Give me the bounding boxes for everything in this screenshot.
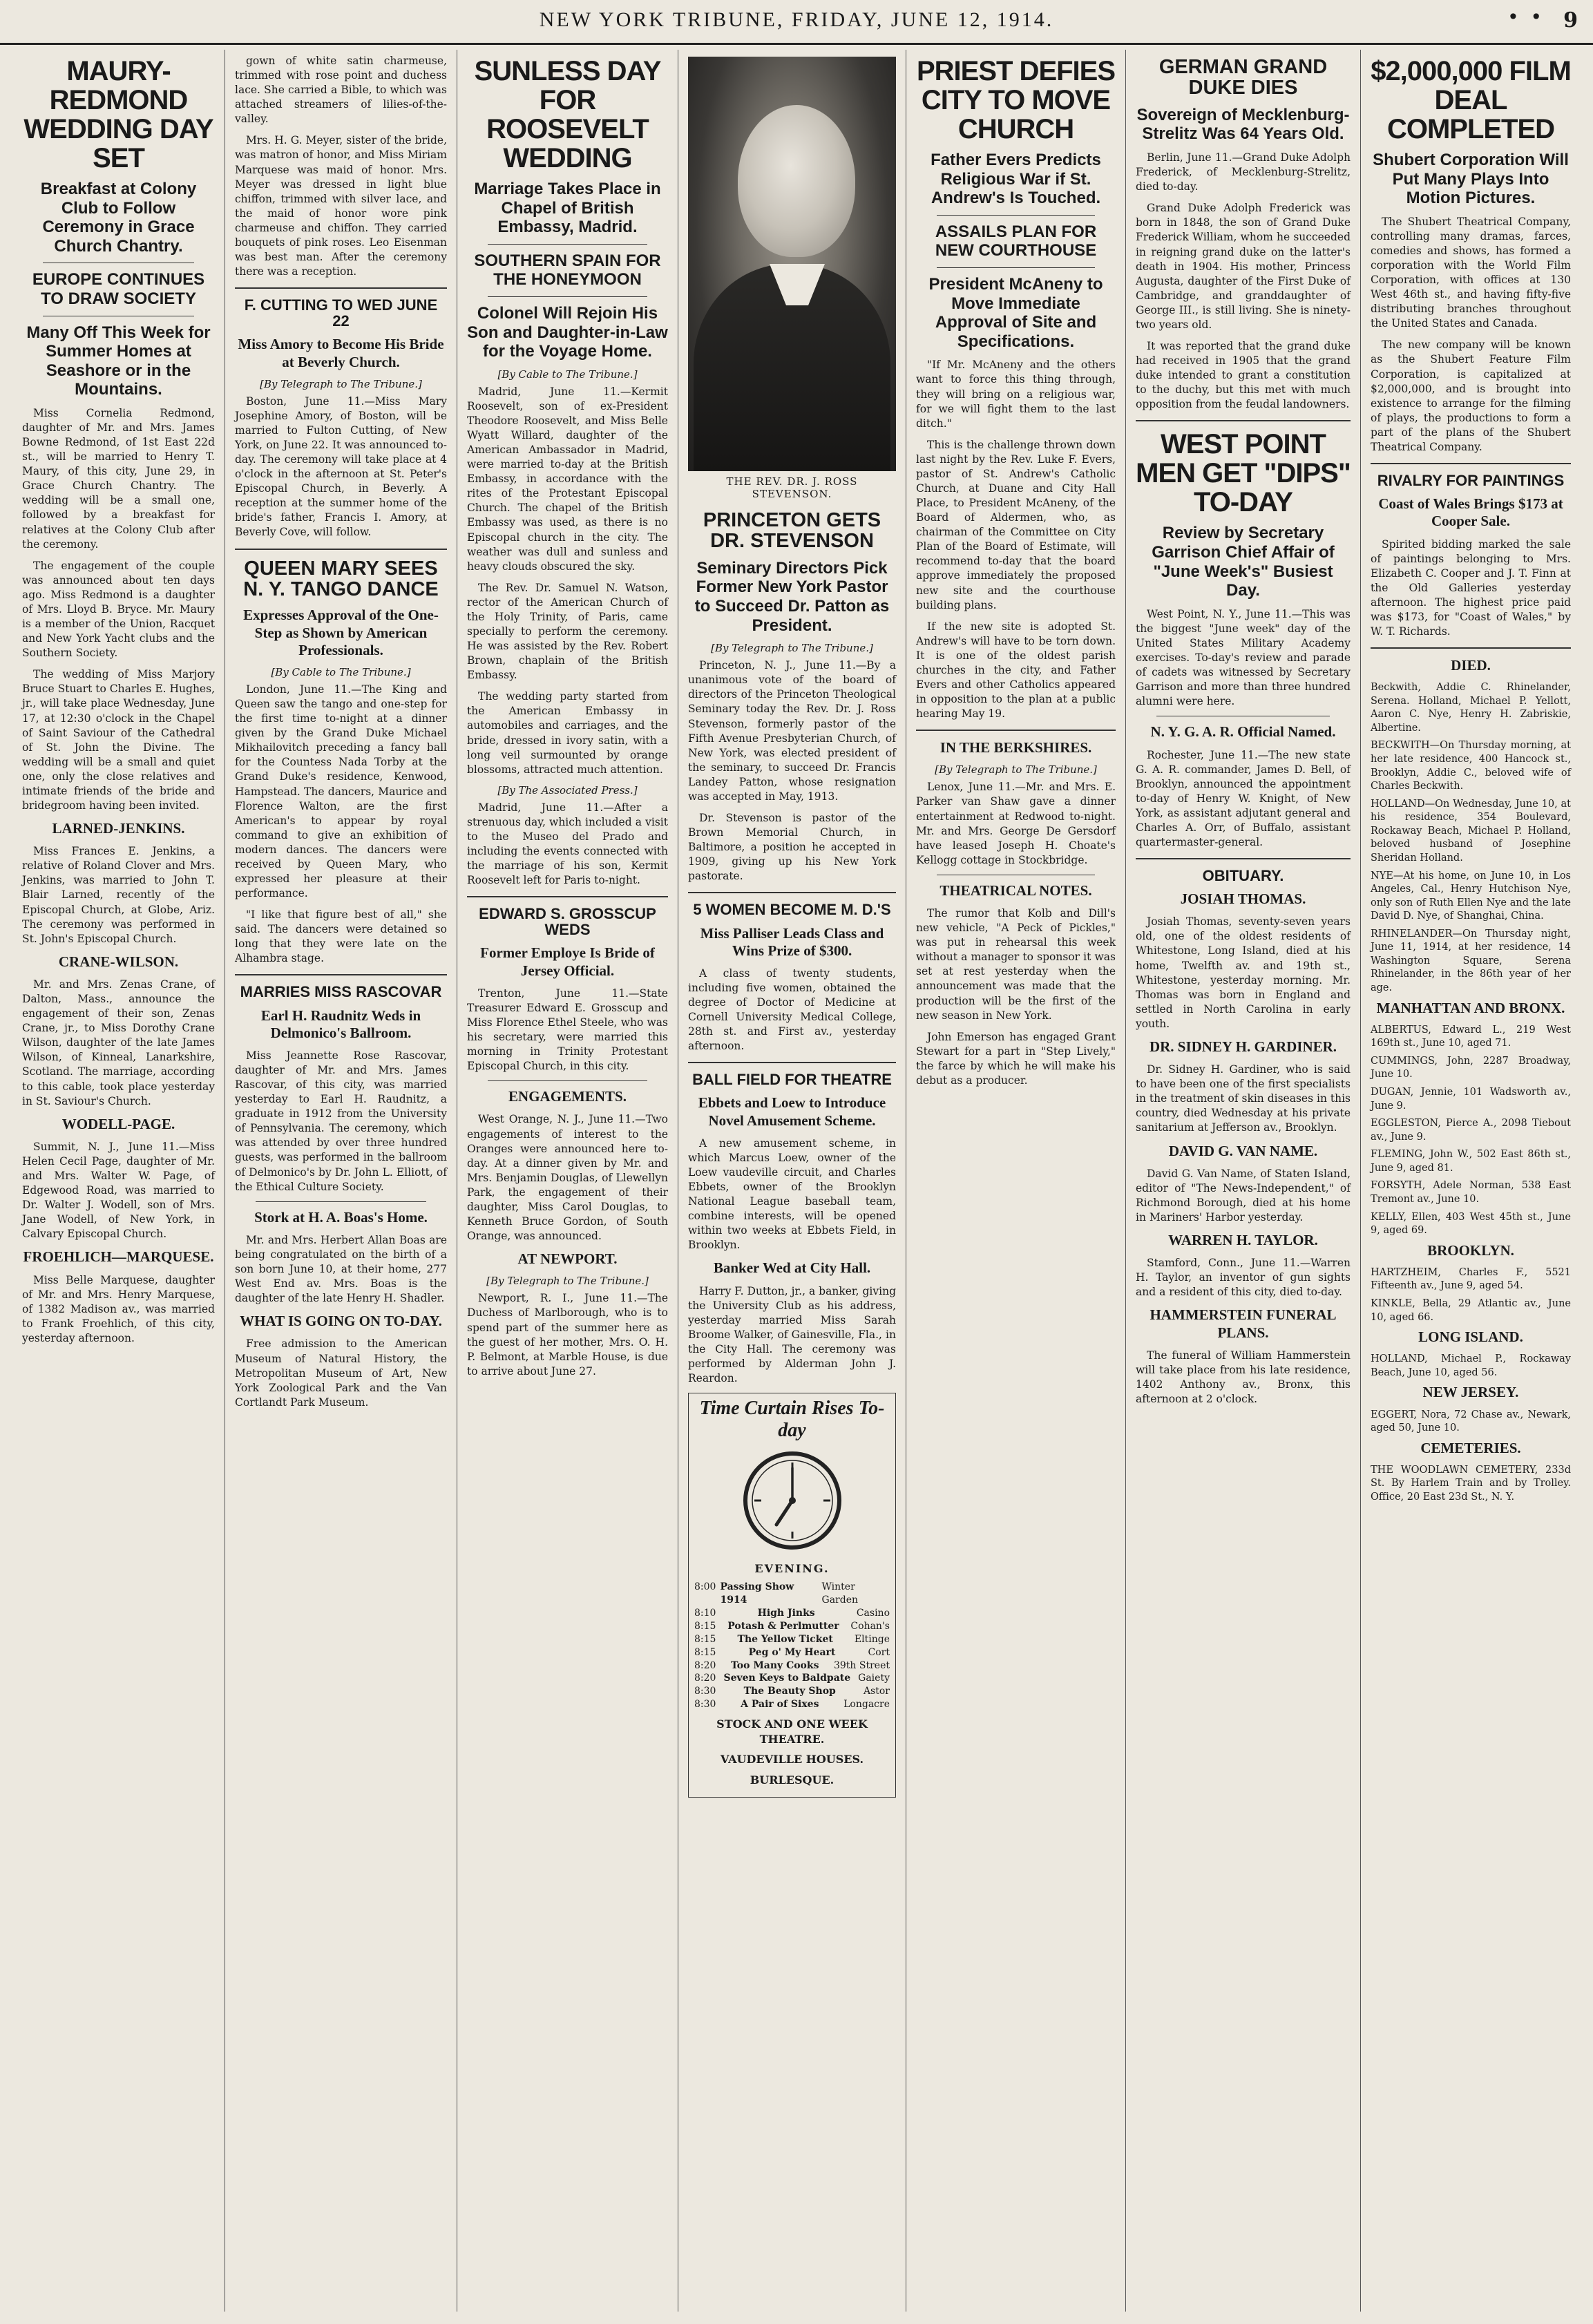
portrait-head [738,105,855,257]
death-notice: Beckwith, Addie C. Rhinelander, Serena. Holland, Michael P. Yellott, Aaron C. Nye, Henry H. Zabriskie, Albertine. [1371,682,1571,734]
headline: $2,000,000 FILM DEAL COMPLETED [1371,56,1571,144]
clock [694,1449,890,1555]
article-paragraph: Newport, R. I., June 11.—The Duchess of Marlborough, who is to spend part of the summer here as the guest of her mother, Mrs. O. H. P. Belmont, at Marble House, is due to arrive about June 27. [467,1292,668,1378]
curtain-times-box [688,1393,896,1798]
headline: Stork at H. A. Boas's Home. [254,1208,428,1226]
divider [937,215,1095,216]
death-notice: FLEMING, John W., 502 East 86th st., June 9, aged 81. [1371,1149,1571,1174]
headline: ENGAGEMENTS. [508,1088,627,1105]
article-paragraph: Harry F. Dutton, jr., a banker, giving the University Club as his address, yesterday married Miss Sarah Broome Walker, of Gainesville, Fla., in the City Hall. The ceremony was performed by Alderman John J. Reardon. [688,1284,896,1385]
listing-header: VAUDEVILLE HOUSES. [720,1753,864,1766]
clock-title: Time Curtain Rises To-day [699,1398,885,1442]
listing-show: High Jinks [757,1607,815,1619]
death-notice: BECKWITH—On Thursday morning, at her late residence, 400 Hancock st., Brooklyn, Addie C., beloved wife of Charles Beckwith. [1371,740,1571,792]
article-paragraph: John Emerson has engaged Grant Stewart for a part in "Step Lively," the farce by which he will make his debut as a producer. [916,1030,1116,1087]
column-7 [1361,50,1581,2312]
clock-icon [741,1449,844,1552]
article-paragraph: gown of white satin charmeuse, trimmed with rose point and duchess lace. She carried a Bible, to which was attached streamers of lilies-of-the-valley. [235,55,447,126]
headline: PRIEST DEFIES CITY TO MOVE CHURCH [916,56,1116,144]
listing-show: Potash & Perlmutter [727,1620,839,1632]
listing-time: 8:30 [694,1686,716,1697]
article-paragraph: The Rev. Dr. Samuel N. Watson, rector of the American Church of the Holy Trinity, of Paris, came specially to perform the ceremony. He was assisted by the Rev. Robert Brown, chaplain of the British Embassy. [467,581,668,682]
headline: OBITUARY. [1202,867,1284,885]
headline: THEATRICAL NOTES. [939,882,1092,899]
section-heading: CRANE-WILSON. [58,953,179,970]
article-paragraph: Madrid, June 11.—After a strenuous day, which included a visit to the Museo del Prado and including the events connected with the marriage of his son, Kermit Roosevelt left for Paris to-night. [467,801,668,887]
column-5 [906,50,1126,2312]
listing-header: BURLESQUE. [750,1773,834,1787]
listing-time: 8:20 [694,1673,716,1684]
deck: Coast of Wales Brings $173 at Cooper Sale. [1378,495,1563,530]
article-paragraph: Mrs. H. G. Meyer, sister of the bride, was matron of honor, and Miss Miriam Marquese was maid of honor. Mrs. Meyer was dressed in light blue chiffon, trimmed with silver lace, and the maid of honor wore pink charmeuse and chiffon. They carried bouquets of pink roses. Leo Eisenman was best man. After the ceremony there was a reception. [235,134,447,278]
listing-theatre: Astor [863,1686,890,1697]
death-notice: RHINELANDER—On Thursday night, June 11, 1914, at her residence, 14 Washington Square, Serena Rhinelander, in the 86th year of her age. [1371,928,1571,994]
divider [1136,420,1351,421]
listing-theatre: Cort [868,1646,890,1658]
article-paragraph: Dr. Stevenson is pastor of the Brown Memorial Church, in Baltimore, a position he accepted in 1909, giving up his New York pastorate. [688,812,896,883]
article-paragraph: The wedding party started from the American Embassy in automobiles and carriages, and the bride, dressed in ivory satin, with a long veil surmounted by orange blossoms, attracted much attention. [467,690,668,776]
article-paragraph: A class of twenty students, including five women, obtained the degree of Doctor of Medicine at Cornell University Medical College, 28th st. and First av., yesterday afternoon. [688,966,896,1053]
article-paragraph: The wedding of Miss Marjory Bruce Stuart to Charles E. Hughes, jr., will take place Wednesday, June 17, at 12:30 o'clock in the Chapel of Saint Saviour of the Cathedral of St. John the Divine. The wedding will be a small and quiet one, only the close relatives and intimate friends of the bride and bridegroom having been invited. [22,668,215,812]
divider [235,974,447,975]
headline: MARRIES MISS RASCOVAR [240,983,442,1001]
deck: Review by Secretary Garrison Chief Affair of "June Week's" Busiest Day. [1152,524,1335,600]
deck: Miss Palliser Leads Class and Wins Prize of $300. [700,924,884,959]
listing-row [694,1581,890,1607]
article-paragraph: The engagement of the couple was announced about ten days ago. Miss Redmond is a daughter of Mrs. Lloyd B. Bryce. Mr. Maury is a member of the Union, Racquet and New York Yacht clubs and the Southern Society. [22,559,215,660]
divider [256,1201,426,1202]
article-paragraph: It was reported that the grand duke had received in 1905 that the grand duke intended to grant a constitution to the duchy, but this met with much opposition from the feudal landowners. [1136,340,1351,411]
photo-caption: THE REV. DR. J. ROSS STEVENSON. [726,475,858,500]
listing-row [694,1659,890,1673]
article-paragraph: A new amusement scheme, in which Marcus Loew, owner of the Loew vaudeville circuit, and Charles Ebbets, owner of the Brooklyn National League baseball team, combine interests, will be opened within two weeks at Ebbets Field, in Brooklyn. [688,1136,896,1252]
headline: N. Y. G. A. R. Official Named. [1150,723,1336,741]
headline: PRINCETON GETS DR. STEVENSON [703,509,881,553]
death-notice: HARTZHEIM, Charles F., 5521 Fifteenth av., June 9, aged 54. [1371,1266,1571,1292]
article-paragraph: Dr. Sidney H. Gardiner, who is said to have been one of the first specialists in the treatment of skin diseases in this country, died Wednesday at his private sanitarium at Jefferson av., Brooklyn. [1136,1063,1351,1134]
masthead [0,0,1593,45]
death-notice: KINKLE, Bella, 29 Atlantic av., June 10, aged 66. [1371,1297,1571,1323]
listing-header: STOCK AND ONE WEEK THEATRE. [716,1717,868,1746]
death-notice: NYE—At his home, on June 10, in Los Angeles, Cal., Henry Hutchison Nye, only son of Ruth Ellen Nye and the late David D. Nye, of Shanghai, China. [1371,870,1571,922]
article-paragraph: Miss Frances E. Jenkins, a relative of Roland Clover and Mrs. Jenkins, was married to John T. Blair Larned, recently of the Episcopal Church, at Globe, Ariz. The ceremony was performed in St. John's Episcopal Church. [22,845,215,945]
headline: QUEEN MARY SEES N. Y. TANGO DANCE [243,557,439,600]
column-6 [1126,50,1361,2312]
obituary-name: DAVID G. VAN NAME. [1168,1142,1318,1159]
listing-theatre: Winter Garden [821,1581,859,1606]
article-paragraph: Spirited bidding marked the sale of paintings belonging to Mrs. Elizabeth C. Cooper and J. T. Finn at the Old Galleries yesterday afternoon. The highest price paid was $173, for "Coast of Wales," by W. T. Richards. [1371,537,1571,638]
headline: 5 WOMEN BECOME M. D.'S [693,901,891,919]
article-paragraph: London, June 11.—The King and Queen saw the tango and one-step for the first time to-night at a dinner given by the Grand Duke Michael Mikhailovitch preceding a fancy ball for the Countess Nada Torby at the Grand Duke's residence, Kenwood, Hampstead. The dancers, Maurice and Florence Walton, are the first American's to appear by royal command to give an exhibition of modern dances. The dancers were received by Queen Mary, who expressed her pleasure at their performance. [235,683,447,900]
headline: AT NEWPORT. [517,1250,618,1268]
death-notice: HOLLAND—On Wednesday, June 10, at his residence, 354 Boulevard, Rockaway Beach, Michael P. Holland, beloved husband of Josephine Sheridan Holland. [1371,798,1571,864]
article-paragraph: Grand Duke Adolph Frederick was born in 1848, the son of Grand Duke Frederick William, whom he succeeded in reigning grand duke on the latter's death in 1904. His mother, Princess Augusta, daughter of the First Duke of Cambridge, and granddaughter of George III., is still living. She is ninety-two years old. [1136,202,1351,331]
headline: F. CUTTING TO WED JUNE 22 [244,296,438,330]
region-heading: NEW JERSEY. [1422,1384,1519,1401]
article-paragraph: Lenox, June 11.—Mr. and Mrs. E. Parker van Shaw gave a dinner entertainment at Redwood to-night. Mr. and Mrs. George De Gersdorf have leased Joseph H. Choate's Kellogg cottage in Stockbridge. [916,781,1116,866]
headline: MAURY-REDMOND WEDDING DAY SET [23,56,213,173]
listing-show: Too Many Cooks [730,1659,819,1671]
listing-theatre: Casino [856,1607,890,1619]
headline: EDWARD S. GROSSCUP WEDS [479,905,656,939]
death-notice: DUGAN, Jennie, 101 Wadsworth av., June 9. [1371,1087,1571,1112]
listing-show: The Beauty Shop [743,1686,836,1697]
headline: BALL FIELD FOR THEATRE [692,1071,892,1089]
article-paragraph: This is the challenge thrown down last night by the Rev. Luke F. Evers, pastor of St. Andrew's Catholic Church, at Duane and City Hall Place, to President McAneny, of the Board of Aldermen, who, as chairman of the Committee on City Plan of the Board of Estimate, will recommend to-day that the board approve immediately the proposed new site and the courthouse building plans. [916,438,1116,611]
section-heading: FROEHLICH—MARQUESE. [23,1248,214,1266]
death-notice: FORSYTH, Adele Norman, 538 East Tremont av., June 10. [1371,1180,1571,1205]
cemetery-notice: THE WOODLAWN CEMETERY, 233d St. By Harlem Train and by Trolley. Office, 20 East 23d St., N. Y. [1371,1464,1571,1503]
article-paragraph: Madrid, June 11.—Kermit Roosevelt, son of ex-President Theodore Roosevelt, and Miss Belle Wyatt Willard, daughter of the American Ambassador in Madrid, were married to-day at the British Embassy, in accordance with the rites of the Protestant Episcopal Church. The chapel of the British Embassy was used, as there is no Episcopal church in the city. The weather was dull and sunless and heavy clouds obscured the sky. [467,385,668,573]
region-heading: CEMETERIES. [1420,1439,1521,1456]
article-paragraph: Princeton, N. J., June 11.—By a unanimous vote of the board of directors of the Princeton Theological Seminary today the Rev. Dr. J. Ross Stevenson, formerly pastor of the Fifth Avenue Presbyterian Church, of New York, was elected president of the seminary, to succeed Dr. Francis Landey Patton, whose resignation was accepted in May, 1913. [688,659,896,803]
divider [916,730,1116,731]
region-heading: LONG ISLAND. [1418,1328,1523,1346]
obituary-name: WARREN H. TAYLOR. [1168,1232,1318,1249]
listing-theatre: Eltinge [854,1633,890,1645]
obituary-name: JOSIAH THOMAS. [1180,890,1306,908]
divider [1136,858,1351,859]
deck: Former Employe Is Bride of Jersey Official. [480,944,655,979]
death-notice: HOLLAND, Michael P., Rockaway Beach, June 10, aged 56. [1371,1353,1571,1378]
dateline: [By Telegraph to The Tribune.] [935,763,1097,777]
listing-time: 8:00 [694,1581,716,1593]
article-paragraph: David G. Van Name, of Staten Island, editor of "The News-Independent," of Richmond Borough, died at his home in Mariners' Harbor yesterday. [1136,1167,1351,1223]
deck: Ebbets and Loew to Introduce Novel Amusement Scheme. [698,1094,886,1129]
listing-theatre: 39th Street [833,1659,890,1671]
article-paragraph: The new company will be known as the Shubert Feature Film Corporation, is capitalized at $2,000,000, and is brought into existence to arrange for the filming of plays, the productions to form a part of the plans of the Shubert Theatrical Company. [1371,339,1571,453]
obituary-name: DR. SIDNEY H. GARDINER. [1149,1038,1337,1055]
obituary-name: HAMMERSTEIN FUNERAL PLANS. [1150,1306,1337,1341]
listing-row [694,1672,890,1685]
section-heading: LARNED-JENKINS. [52,820,185,837]
headline: WEST POINT MEN GET "DIPS" TO-DAY [1136,429,1351,518]
subhead: EUROPE CONTINUES TO DRAW SOCIETY [32,270,205,308]
listing-show: A Pair of Sixes [741,1699,819,1711]
listing-row [694,1633,890,1646]
death-notice: ALBERTUS, Edward L., 219 West 169th st., June 10, aged 71. [1371,1024,1571,1049]
deck: Breakfast at Colony Club to Follow Ceremony in Grace Church Chantry. [40,180,197,256]
listing-theatre: Longacre [843,1699,890,1711]
listing-time: 8:15 [694,1633,716,1645]
deck: Earl H. Raudnitz Weds in Delmonico's Ballroom. [260,1007,421,1041]
died-heading: DIED. [1451,657,1491,674]
region-heading: BROOKLYN. [1427,1241,1514,1259]
article-paragraph: Miss Belle Marquese, daughter of Mr. and Mrs. Henry Marquese, of 1382 Madison av., was married to Frank Froehlich, of this city, yesterday afternoon. [22,1273,215,1344]
death-notice: EGGLESTON, Pierce A., 2098 Tiebout av., June 9. [1371,1118,1571,1143]
portrait-photo [688,57,896,471]
listing-show: The Yellow Ticket [737,1633,833,1645]
listing-row [694,1685,890,1698]
article-paragraph: West Point, N. Y., June 11.—This was the biggest "June week" day of the United States Military Academy exercises. To-day's review and parade of cadets was witnessed by Secretary Garrison and more than three hundred alumni were here. [1136,607,1351,708]
clock-label: EVENING. [754,1562,830,1576]
article-paragraph: Mr. and Mrs. Herbert Allan Boas are being congratulated on the birth of a son born June 10, at their home, 277 West End av. Mrs. Boas is the daughter of the late Henry H. Shadler. [235,1233,447,1305]
divider [467,896,668,897]
divider [235,549,447,550]
divider [1371,647,1571,649]
deck: Father Evers Predicts Religious War if St. Andrew's Is Touched. [931,151,1101,208]
headline: GERMAN GRAND DUKE DIES [1158,56,1328,99]
article-paragraph: The rumor that Kolb and Dill's new vehicle, "A Peck of Pickles," was put in rehearsal this week without a manager to sponsor it was set at rest yesterday when the announcement was made that the production will be the first of the new season in New York. [916,907,1116,1022]
section-heading: WODELL-PAGE. [61,1115,175,1132]
masthead-title: NEW YORK TRIBUNE, FRIDAY, JUNE 12, 1914. [539,8,1054,31]
divider [488,1080,647,1081]
article-paragraph: "I like that figure best of all," she said. The dancers were detained so long that they were late on the Alhambra stage. [235,908,447,965]
divider [1371,463,1571,464]
article-paragraph: Stamford, Conn., June 11.—Warren H. Taylor, an inventor of gun sights and a resident of this city, died to-day. [1136,1257,1351,1299]
article-paragraph: Miss Cornelia Redmond, daughter of Mr. and Mrs. James Bowne Redmond, of 1st East 22d st., will be married to Henry T. Maury, of this city, June 29, in Grace Church Chantry. The wedding will be a small one, followed by a breakfast for relatives at the Colony Club after the ceremony. [22,406,215,551]
listing-theatre: Gaiety [858,1673,890,1684]
deck: Sovereign of Mecklenburg-Strelitz Was 64 Years Old. [1136,105,1350,144]
listing-time: 8:20 [694,1659,716,1671]
article-paragraph: Summit, N. J., June 11.—Miss Helen Cecil Page, daughter of Mr. and Mrs. Walter W. Page, of Edgewood Road, was married to Dr. Walter J. Wodell, son of Mrs. Jane Wodell, of New York, in Calvary Episcopal Church. [22,1140,215,1241]
divider [688,1062,896,1063]
dateline: [By Cable to The Tribune.] [497,368,638,381]
headline: IN THE BERKSHIRES. [939,739,1092,756]
deck: Miss Amory to Become His Bride at Beverly Church. [238,336,444,370]
region-heading: MANHATTAN AND BRONX. [1376,999,1565,1016]
article-paragraph: Berlin, June 11.—Grand Duke Adolph Frederick, of Mecklenburg-Strelitz, died to-day. [1136,151,1351,193]
divider [488,296,647,297]
theatre-listings [694,1581,890,1711]
divider [235,287,447,289]
listing-row [694,1620,890,1633]
masthead-marks: • • [1507,6,1545,28]
deck: Expresses Approval of the One-Step as Shown by American Professionals. [243,607,439,658]
death-notice: EGGERT, Nora, 72 Chase av., Newark, aged 50, June 10. [1371,1409,1571,1434]
dateline: [By The Associated Press.] [497,783,638,797]
headline: SUNLESS DAY FOR ROOSEVELT WEDDING [474,56,661,173]
article-paragraph: Mr. and Mrs. Zenas Crane, of Dalton, Mass., announce the engagement of their son, Zenas Crane, jr., to Miss Dorothy Crane Wilson, daughter of the late James Wilson, of Kinneal, Lanarkshire, Scotland. The marriage, according to this cable, took place yesterday in St. Saviour's Church. [22,978,215,1107]
deck: Shubert Corporation Will Put Many Plays Into Motion Pictures. [1373,151,1569,208]
death-notice: KELLY, Ellen, 403 West 45th st., June 9, aged 69. [1371,1211,1571,1237]
headline: RIVALRY FOR PAINTINGS [1377,472,1565,490]
page-number: 9 [1563,8,1578,32]
dateline: [By Cable to The Tribune.] [271,665,411,678]
article-paragraph: Rochester, June 11.—The new state G. A. R. commander, James D. Bell, of Brooklyn, announced the appointment to-day of Henry W. Knight, of New York, as assistant adjutant general and Charles A. Orr, of Buffalo, assistant quartermaster-general. [1136,748,1351,848]
deck: Seminary Directors Pick Former New York Pastor to Succeed Dr. Patton as President. [694,558,890,635]
column-4 [678,50,906,2312]
divider [688,892,896,893]
article-paragraph: Josiah Thomas, seventy-seven years old, one of the oldest residents of Whitestone, Long Island, died at his home, Twelfth av. and 19th st., Whitestone, yesterday morning. Mr. Thomas was born in England and settled in North Carolina in early youth. [1136,915,1351,1030]
article-paragraph: The funeral of William Hammerstein will take place from his late residence, 1402 Anthony av., Bronx, this afternoon at 2 o'clock. [1136,1349,1351,1406]
listing-time: 8:10 [694,1607,716,1619]
divider [488,244,647,245]
dateline: [By Telegraph to The Tribune.] [711,642,873,655]
article-paragraph: If the new site is adopted St. Andrew's will have to be torn down. It is one of the oldest parish churches in the city, and Father Evers and other Catholics appeared in opposition to the plan at a public hearing May 19. [916,620,1116,721]
listing-theatre: Cohan's [850,1620,890,1632]
column-3 [457,50,678,2312]
article-paragraph: "If Mr. McAneny and the others want to force this thing through, they will bring on a religious war, for we will fight them to the last ditch." [916,359,1116,430]
article-paragraph: West Orange, N. J., June 11.—Two engagements of interest to the Oranges were announced here to-day. At a dinner given by Mr. and Mrs. Benjamin Douglas, of Llewellyn Park, the engagement of their daughter, Miss Carol Douglas, to Kenneth Bruce Gordon, of South Orange, was announced. [467,1113,668,1243]
listing-time: 8:15 [694,1620,716,1632]
article-paragraph: Free admission to the American Museum of Natural History, the Metropolitan Museum of Art, New York Zoological Park and the Van Cortlandt Park Museum. [235,1337,447,1409]
dateline: [By Telegraph to The Tribune.] [486,1275,649,1288]
listing-time: 8:15 [694,1646,716,1658]
listing-show: Passing Show 1914 [720,1581,794,1606]
article-paragraph: Miss Jeannette Rose Rascovar, daughter of Mr. and Mrs. James Rascovar, of this city, was married yesterday to Earl H. Raudnitz, a graduate in 1912 from the University of Pennsylvania. The ceremony, which was attended by over three hundred guests, was performed in the ballroom of Delmonico's by Dr. John L. Elliott, of the Ethical Culture Society. [235,1049,447,1193]
headline: WHAT IS GOING ON TO-DAY. [240,1313,442,1330]
deck: Marriage Takes Place in Chapel of British Embassy, Madrid. [474,180,661,237]
article-paragraph: The Shubert Theatrical Company, controlling many dramas, farces, comedies and shows, has formed a corporation with the World Film Corporation, with offices at 130 West 46th st., and having fifty-five distributing branches throughout the United States and Canada. [1371,215,1571,330]
article-paragraph: Trenton, June 11.—State Treasurer Edward E. Grosscup and Miss Florence Ethel Steele, who was his secretary, were married this morning in Trinity Protestant Episcopal Church, in this city. [467,987,668,1073]
listing-show: Peg o' My Heart [748,1646,836,1658]
deck: President McAneny to Move Immediate Approval of Site and Specifications. [928,274,1103,351]
dateline: [By Telegraph to The Tribune.] [260,377,422,390]
subhead: ASSAILS PLAN FOR NEW COURTHOUSE [935,222,1097,260]
listing-row [694,1698,890,1711]
article-paragraph: Boston, June 11.—Miss Mary Josephine Amory, of Boston, will be married to Fulton Cutting, of New York, on June 22. It was announced to-day. The ceremony will take place at 4 o'clock in the afternoon at St. Peter's Episcopal Church, in Beverly. A reception at the summer home of the bride's father, Francis I. Amory, at Beverly Cove, will follow. [235,394,447,539]
listing-show: Seven Keys to Baldpate [723,1673,851,1684]
column-1 [12,50,225,2312]
listing-time: 8:30 [694,1699,716,1711]
deck: Colonel Will Rejoin His Son and Daughter-in-Law for the Voyage Home. [467,303,668,361]
death-notice: CUMMINGS, John, 2287 Broadway, June 10. [1371,1055,1571,1080]
headline: Banker Wed at City Hall. [713,1259,871,1277]
column-2 [225,50,457,2312]
subhead: SOUTHERN SPAIN FOR THE HONEYMOON [474,251,661,289]
deck: Many Off This Week for Summer Homes at Seashore or in the Mountains. [26,323,211,399]
listing-row [694,1646,890,1659]
divider [937,267,1095,268]
listing-row [694,1607,890,1620]
